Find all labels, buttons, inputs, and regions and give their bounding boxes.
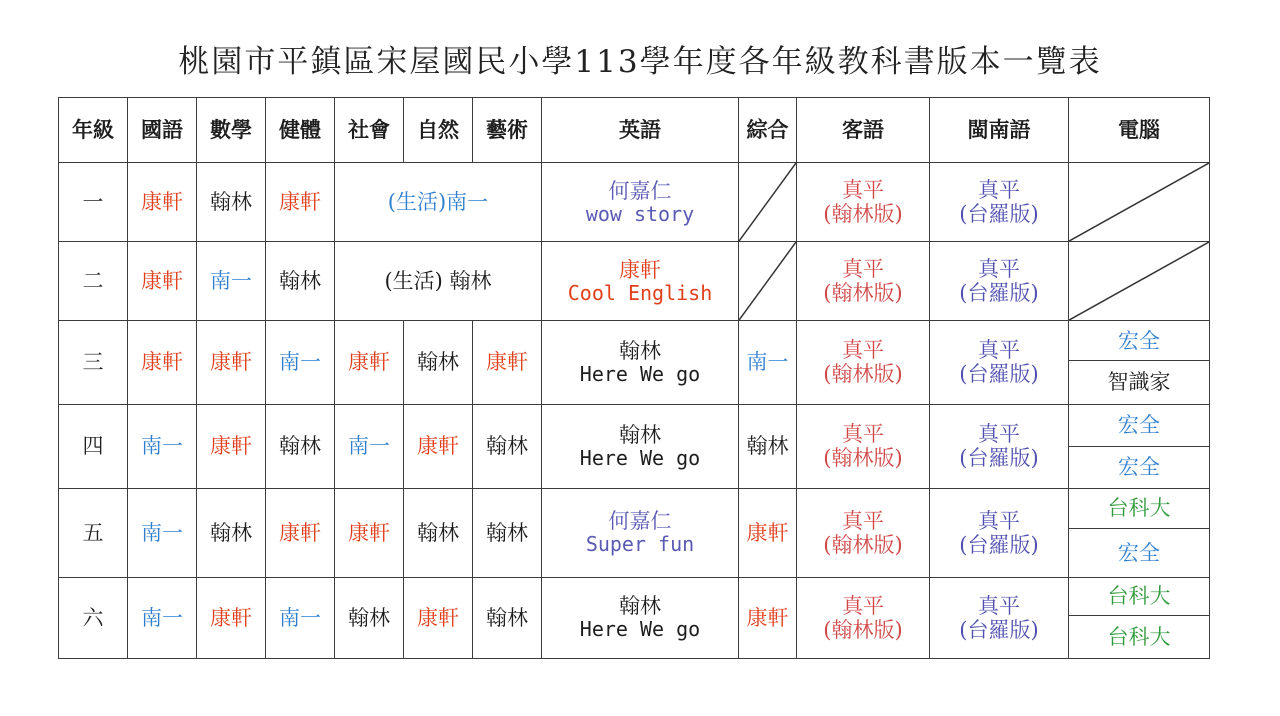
grade-cell: 五 — [59, 488, 128, 577]
hakka-publisher: 真平 — [842, 338, 884, 363]
social-cell: 康軒 — [335, 488, 404, 577]
english-publisher: 翰林 — [619, 422, 661, 447]
computer-empty-cell — [1069, 242, 1210, 321]
english-cell — [542, 404, 739, 488]
english-cell — [542, 242, 739, 321]
header-english: 英語 — [542, 98, 739, 163]
header-chinese: 國語 — [128, 98, 197, 163]
header-minnan: 閩南語 — [930, 98, 1069, 163]
integrated-cell: 康軒 — [739, 577, 797, 658]
header-social: 社會 — [335, 98, 404, 163]
integrated-cell: 翰林 — [739, 404, 797, 488]
table-row — [59, 242, 1210, 321]
pe-cell: 翰林 — [266, 404, 335, 488]
minnan-edition: (台羅版) — [959, 446, 1039, 471]
header-integrated: 綜合 — [739, 98, 797, 163]
minnan-publisher: 真平 — [978, 508, 1020, 533]
hakka-edition: (翰林版) — [823, 446, 903, 471]
minnan-edition: (台羅版) — [959, 532, 1039, 557]
header-pe: 健體 — [266, 98, 335, 163]
minnan-cell — [930, 242, 1069, 321]
integrated-cell: 南一 — [739, 321, 797, 404]
science-cell: 康軒 — [404, 404, 473, 488]
table-row — [59, 577, 1210, 615]
grade-cell: 二 — [59, 242, 128, 321]
chinese-cell: 南一 — [128, 577, 197, 658]
hakka-publisher: 真平 — [842, 178, 884, 203]
integrated-empty-cell — [739, 163, 797, 242]
grade-cell: 一 — [59, 163, 128, 242]
english-series: Here We go — [579, 445, 701, 470]
hakka-cell — [797, 404, 930, 488]
chinese-cell: 康軒 — [128, 321, 197, 404]
english-cell — [542, 488, 739, 577]
english-publisher: 翰林 — [619, 338, 661, 363]
diagonal-line — [739, 242, 796, 320]
english-publisher: 康軒 — [619, 257, 661, 282]
minnan-cell — [930, 163, 1069, 242]
science-cell: 翰林 — [404, 488, 473, 577]
math-cell: 南一 — [197, 242, 266, 321]
pe-cell: 南一 — [266, 321, 335, 404]
english-cell — [542, 163, 739, 242]
hakka-cell — [797, 321, 930, 404]
minnan-cell — [930, 577, 1069, 658]
chinese-cell: 康軒 — [128, 242, 197, 321]
header-art: 藝術 — [473, 98, 542, 163]
hakka-publisher: 真平 — [842, 421, 884, 446]
hakka-publisher: 真平 — [842, 508, 884, 533]
pe-cell: 南一 — [266, 577, 335, 658]
minnan-edition: (台羅版) — [959, 281, 1039, 306]
minnan-cell — [930, 488, 1069, 577]
grade-cell: 六 — [59, 577, 128, 658]
integrated-cell: 康軒 — [739, 488, 797, 577]
chinese-cell: 康軒 — [128, 163, 197, 242]
hakka-publisher: 真平 — [842, 593, 884, 618]
minnan-publisher: 真平 — [978, 257, 1020, 282]
computer-cell-bottom: 宏全 — [1069, 528, 1210, 577]
english-series: Here We go — [579, 617, 701, 642]
minnan-cell — [930, 404, 1069, 488]
table-row — [59, 404, 1210, 446]
header-science: 自然 — [404, 98, 473, 163]
english-series: Here We go — [579, 362, 701, 387]
hakka-edition: (翰林版) — [823, 532, 903, 557]
page-title: 桃園市平鎮區宋屋國民小學113學年度各年級教科書版本一覽表 — [178, 44, 1102, 80]
minnan-publisher: 真平 — [978, 593, 1020, 618]
computer-cell-bottom: 智識家 — [1069, 361, 1210, 404]
header-grade: 年級 — [59, 98, 128, 163]
english-publisher: 何嘉仁 — [608, 178, 672, 203]
minnan-edition: (台羅版) — [959, 617, 1039, 642]
minnan-publisher: 真平 — [978, 178, 1020, 203]
math-cell: 康軒 — [197, 321, 266, 404]
life-cell: (生活) 翰林 — [335, 242, 542, 321]
science-cell: 康軒 — [404, 577, 473, 658]
header-math: 數學 — [197, 98, 266, 163]
computer-empty-cell — [1069, 163, 1210, 242]
table-row — [59, 321, 1210, 361]
hakka-edition: (翰林版) — [823, 202, 903, 227]
science-cell: 翰林 — [404, 321, 473, 404]
computer-cell-top: 宏全 — [1069, 404, 1210, 446]
minnan-cell — [930, 321, 1069, 404]
minnan-publisher: 真平 — [978, 421, 1020, 446]
english-publisher: 何嘉仁 — [608, 509, 672, 534]
table-row — [59, 488, 1210, 528]
english-series: Cool English — [567, 280, 713, 305]
header-hakka: 客語 — [797, 98, 930, 163]
diagonal-line — [1069, 163, 1209, 241]
social-cell: 翰林 — [335, 577, 404, 658]
english-cell — [542, 577, 739, 658]
pe-cell: 翰林 — [266, 242, 335, 321]
computer-cell-bottom: 台科大 — [1069, 615, 1210, 658]
hakka-cell — [797, 577, 930, 658]
integrated-empty-cell — [739, 242, 797, 321]
hakka-publisher: 真平 — [842, 257, 884, 282]
math-cell: 康軒 — [197, 404, 266, 488]
computer-cell-top: 宏全 — [1069, 321, 1210, 361]
hakka-cell — [797, 488, 930, 577]
art-cell: 翰林 — [473, 488, 542, 577]
header-computer: 電腦 — [1069, 98, 1210, 163]
social-cell: 康軒 — [335, 321, 404, 404]
chinese-cell: 南一 — [128, 488, 197, 577]
hakka-edition: (翰林版) — [823, 362, 903, 387]
english-cell — [542, 321, 739, 404]
english-publisher: 翰林 — [619, 594, 661, 619]
header-row — [59, 98, 1210, 163]
hakka-edition: (翰林版) — [823, 281, 903, 306]
chinese-cell: 南一 — [128, 404, 197, 488]
grade-cell: 三 — [59, 321, 128, 404]
minnan-edition: (台羅版) — [959, 202, 1039, 227]
diagonal-line — [739, 163, 796, 241]
life-cell: (生活)南一 — [335, 163, 542, 242]
minnan-edition: (台羅版) — [959, 362, 1039, 387]
minnan-publisher: 真平 — [978, 338, 1020, 363]
art-cell: 康軒 — [473, 321, 542, 404]
pe-cell: 康軒 — [266, 488, 335, 577]
math-cell: 康軒 — [197, 577, 266, 658]
grade-cell: 四 — [59, 404, 128, 488]
pe-cell: 康軒 — [266, 163, 335, 242]
english-series: wow story — [585, 201, 695, 226]
computer-cell-top: 台科大 — [1069, 488, 1210, 528]
hakka-cell — [797, 242, 930, 321]
table-row — [59, 163, 1210, 242]
math-cell: 翰林 — [197, 488, 266, 577]
textbook-table — [58, 97, 1210, 659]
art-cell: 翰林 — [473, 577, 542, 658]
math-cell: 翰林 — [197, 163, 266, 242]
computer-cell-top: 台科大 — [1069, 577, 1210, 615]
hakka-cell — [797, 163, 930, 242]
diagonal-line — [1069, 242, 1209, 320]
english-series: Super fun — [585, 532, 695, 557]
computer-cell-bottom: 宏全 — [1069, 446, 1210, 488]
hakka-edition: (翰林版) — [823, 617, 903, 642]
social-cell: 南一 — [335, 404, 404, 488]
art-cell: 翰林 — [473, 404, 542, 488]
